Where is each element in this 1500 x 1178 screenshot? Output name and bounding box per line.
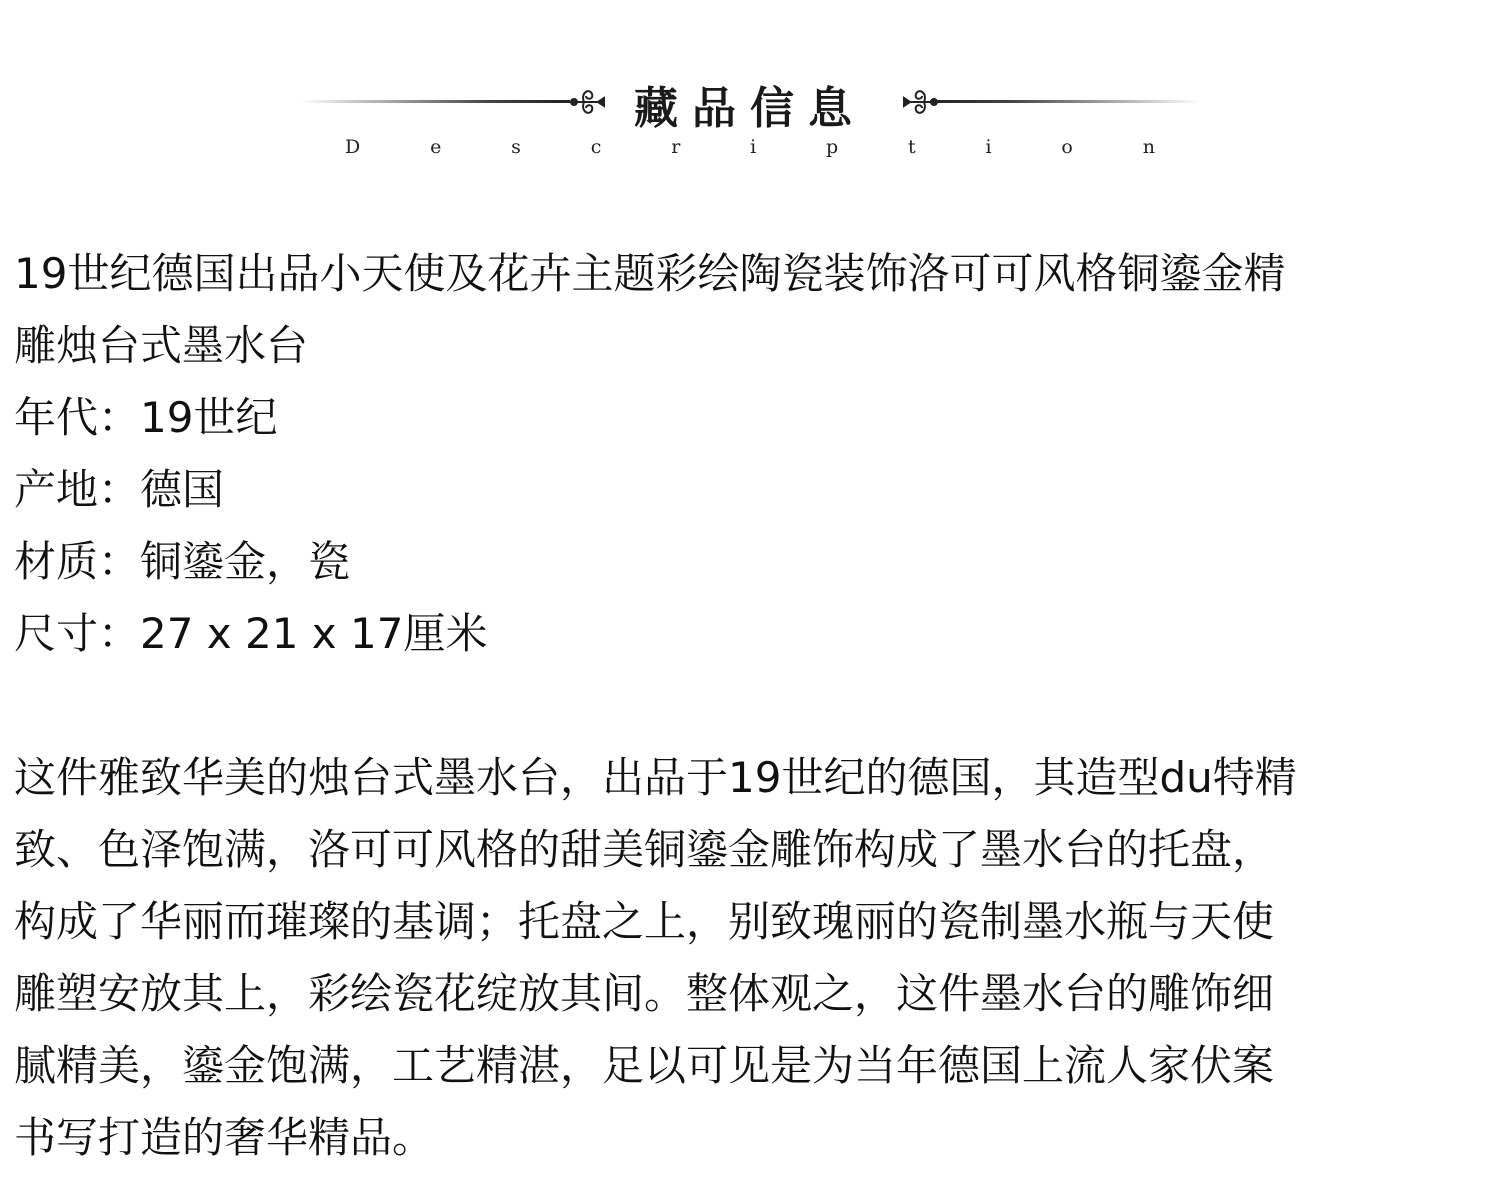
subtitle-letter: o bbox=[1061, 136, 1073, 158]
item-size: 尺寸：27 x 21 x 17厘米 bbox=[14, 609, 488, 658]
header-right-line bbox=[930, 100, 1200, 103]
description-line: 构成了华丽而璀璨的基调；托盘之上，别致瑰丽的瓷制墨水瓶与天使 bbox=[14, 897, 1275, 946]
item-details bbox=[14, 238, 1474, 1174]
subtitle-letter: i bbox=[985, 136, 992, 158]
item-name-line: 19世纪德国出品小天使及花卉主题彩绘陶瓷装饰洛可可风格铜鎏金精 bbox=[14, 249, 1286, 298]
subtitle-letter: i bbox=[750, 136, 757, 158]
description-header bbox=[0, 60, 1500, 170]
subtitle-letter: e bbox=[430, 136, 442, 158]
description-line: 雕塑安放其上，彩绘瓷花绽放其间。整体观之，这件墨水台的雕饰细 bbox=[14, 969, 1275, 1018]
subtitle-letter: p bbox=[826, 136, 839, 158]
item-name-line: 雕烛台式墨水台 bbox=[14, 321, 309, 370]
header-left-line bbox=[300, 100, 570, 103]
description-line: 致、色泽饱满，洛可可风格的甜美铜鎏金雕饰构成了墨水台的托盘， bbox=[14, 825, 1275, 874]
description-line: 腻精美，鎏金饱满，工艺精湛，足以可见是为当年德国上流人家伏案 bbox=[14, 1041, 1275, 1090]
item-origin: 产地：德国 bbox=[14, 465, 225, 514]
item-material: 材质：铜鎏金，瓷 bbox=[14, 537, 351, 586]
paragraph-gap bbox=[14, 670, 1474, 742]
item-era: 年代：19世纪 bbox=[14, 393, 278, 442]
subtitle-letter: n bbox=[1142, 136, 1155, 158]
subtitle-letter: s bbox=[511, 136, 521, 158]
subtitle-letter: D bbox=[345, 136, 361, 158]
header-title: 藏品信息 bbox=[634, 83, 866, 134]
description-line: 书写打造的奢华精品。 bbox=[14, 1113, 435, 1162]
description-line: 这件雅致华美的烛台式墨水台，出品于19世纪的德国，其造型du特精 bbox=[14, 753, 1297, 802]
header-subtitle bbox=[345, 136, 1155, 158]
subtitle-letter: r bbox=[671, 136, 681, 158]
subtitle-letter: c bbox=[590, 136, 602, 158]
subtitle-letter: t bbox=[908, 136, 916, 158]
